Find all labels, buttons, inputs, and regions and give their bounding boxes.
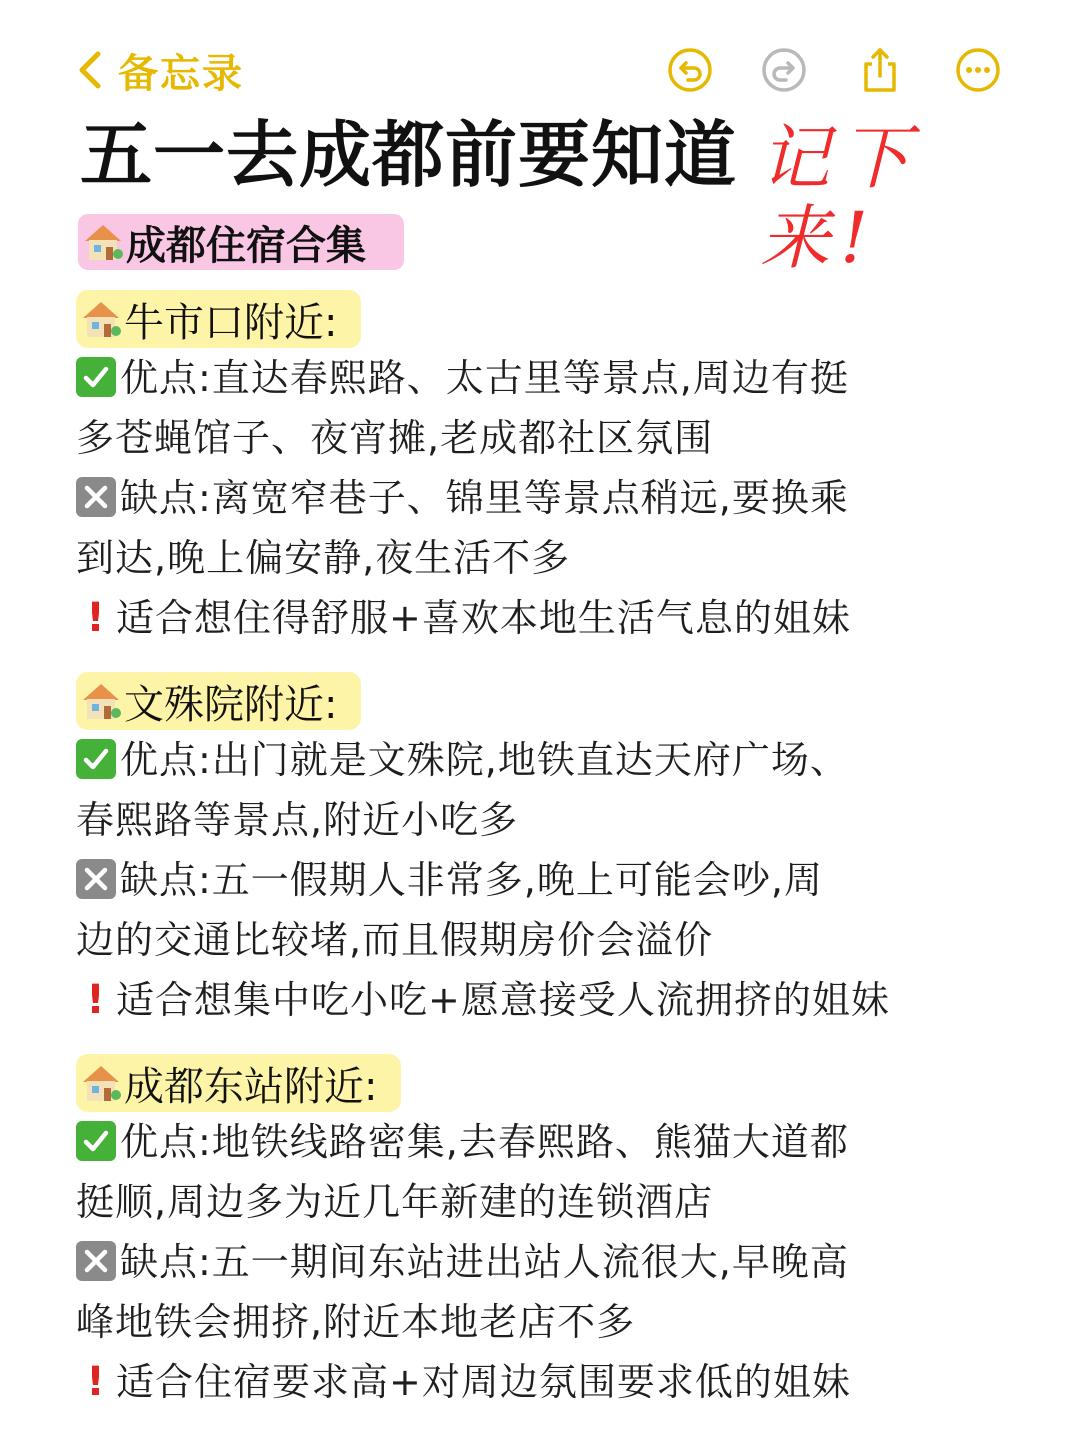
tip-text: 适合住宿要求高+对周边氛围要求低的姐妹 [116,1360,851,1404]
pro-line [76,730,1036,790]
undo-button[interactable] [664,44,716,96]
house-icon [80,1062,122,1104]
redo-button[interactable] [758,44,810,96]
con-line-cont: 边的交通比较堵,而且假期房价会溢价 [76,918,714,962]
share-button[interactable] [854,44,906,96]
collection-label: 成都住宿合集 [126,222,366,269]
tip-line [76,1352,1036,1412]
pro-text: 优点:出门就是文殊院,地铁直达天府广场、 [120,738,849,782]
con-line [76,1232,1036,1292]
area-heading-label: 成都东站附近: [124,1063,378,1110]
con-line [76,850,1036,910]
more-button[interactable] [952,44,1004,96]
check-icon [76,739,116,779]
house-icon [82,221,124,263]
pro-line-cont: 春熙路等景点,附近小吃多 [76,798,519,842]
area-heading [76,1054,401,1112]
tip-line [76,588,1036,648]
back-label: 备忘录 [118,50,244,97]
pro-text: 优点:地铁线路密集,去春熙路、熊猫大道都 [120,1120,849,1164]
tip-text: 适合想集中吃小吃+愿意接受人流拥挤的姐妹 [116,978,890,1022]
undo-icon [666,46,714,94]
pro-line-cont: 多苍蝇馆子、夜宵摊,老成都社区氛围 [76,416,714,460]
title-note: 记下来! [760,117,920,279]
pro-line-cont: 挺顺,周边多为近几年新建的连锁酒店 [76,1180,714,1224]
collection-heading [78,214,404,270]
area-heading-label: 牛市口附近: [124,299,338,346]
exclamation-icon: ! [86,595,106,641]
back-button[interactable] [76,40,244,100]
redo-icon [760,46,808,94]
house-icon [80,298,122,340]
exclamation-icon: ! [86,977,106,1023]
pro-line [76,1112,1036,1172]
chevron-left-icon [76,48,104,92]
area-heading [76,672,361,730]
con-text: 缺点:五一期间东站进出站人流很大,早晚高 [120,1240,849,1284]
more-icon [954,46,1002,94]
exclamation-icon: ! [86,1359,106,1405]
area-heading [76,290,361,348]
con-text: 缺点:五一假期人非常多,晚上可能会吵,周 [120,858,823,902]
con-line-cont: 峰地铁会拥挤,附近本地老店不多 [76,1300,636,1344]
con-line-cont: 到达,晚上偏安静,夜生活不多 [76,536,571,580]
pro-text: 优点:直达春熙路、太古里等景点,周边有挺 [120,356,849,400]
house-icon [80,680,122,722]
tip-line [76,970,1036,1030]
check-icon [76,357,116,397]
check-icon [76,1121,116,1161]
page-title: 五一去成都前要知道 [80,113,738,197]
con-text: 缺点:离宽窄巷子、锦里等景点稍远,要换乘 [120,476,849,520]
tip-text: 适合想住得舒服+喜欢本地生活气息的姐妹 [116,596,851,640]
pro-line [76,348,1036,408]
nav-bar [0,0,1080,110]
cross-icon [76,1241,116,1281]
area-section [76,290,1036,648]
area-section [76,1054,1036,1412]
cross-icon [76,477,116,517]
area-heading-label: 文殊院附近: [124,681,338,728]
area-section [76,672,1036,1030]
share-icon [856,46,904,94]
cross-icon [76,859,116,899]
con-line [76,468,1036,528]
